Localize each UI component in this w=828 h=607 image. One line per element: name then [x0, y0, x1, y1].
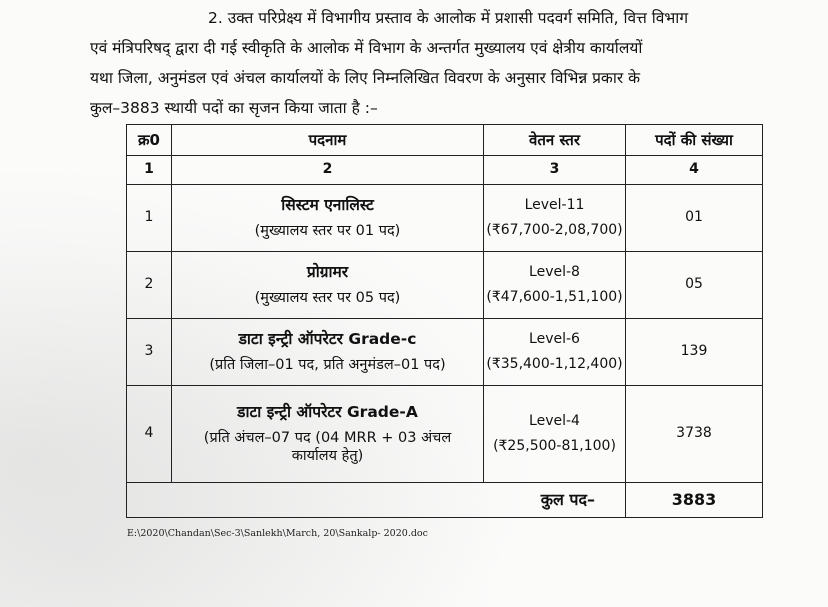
row-pay-cell: [484, 185, 626, 252]
pay-scale: (₹47,600-1,51,100): [486, 289, 623, 305]
posts-table: [126, 124, 763, 518]
column-number: 4: [626, 156, 763, 185]
header-pay-level: वेतन स्तर: [484, 125, 626, 156]
post-detail: (प्रति जिला–01 पद, प्रति अनुमंडल–01 पद): [209, 356, 446, 373]
intro-paragraph: [90, 3, 780, 123]
row-count: 3738: [626, 386, 763, 483]
paragraph-line: एवं मंत्रिपरिषद् द्वारा दी गई स्वीकृति के आलोक में विभाग के अन्तर्गत मुख्यालय एवं क्षेत्रीय कार्यालयों: [90, 39, 643, 57]
pay-level: Level-6: [529, 330, 580, 347]
row-pay-cell: [484, 252, 626, 319]
post-title: डाटा इन्ट्री ऑपरेटर Grade-A: [237, 403, 418, 422]
paragraph-line: यथा जिला, अनुमंडल एवं अंचल कार्यालयों के लिए निम्नलिखित विवरण के अनुसार विभिन्न प्रकार के: [90, 69, 641, 87]
row-pay-cell: [484, 319, 626, 386]
total-value: 3883: [626, 483, 763, 518]
post-detail: (प्रति अंचल–07 पद (04 MRR + 03 अंचल कार्यालय हेतु): [203, 429, 452, 464]
header-post-count: पदों की संख्या: [626, 125, 763, 156]
post-detail: (मुख्यालय स्तर पर 01 पद): [254, 222, 401, 239]
total-row: [127, 483, 763, 518]
post-title: डाटा इन्ट्री ऑपरेटर Grade-c: [238, 330, 417, 349]
column-number: 3: [484, 156, 626, 185]
column-number-row: [127, 156, 763, 185]
row-post-cell: [172, 185, 484, 252]
pay-level: Level-4: [529, 412, 580, 429]
table-row: [127, 319, 763, 386]
post-title: सिस्टम एनालिस्ट: [281, 196, 374, 215]
pay-level: Level-11: [524, 196, 585, 213]
column-number: 2: [172, 156, 484, 185]
pay-level: Level-8: [529, 263, 580, 280]
paragraph-line: 2. उक्त परिप्रेक्ष्य में विभागीय प्रस्ताव के आलोक में प्रशासी पदवर्ग समिति, वित्त विभाग: [208, 9, 689, 27]
file-path-footer: E:\2020\Chandan\Sec-3\Sanlekh\March, 20\Sankalp- 2020.doc: [127, 528, 428, 539]
pay-scale: (₹35,400-1,12,400): [486, 356, 623, 372]
pay-scale: (₹25,500-81,100): [493, 438, 616, 454]
row-serial: 4: [127, 386, 172, 483]
table-row: [127, 185, 763, 252]
header-post-name: पदनाम: [172, 125, 484, 156]
post-title: प्रोग्रामर: [306, 263, 349, 282]
row-serial: 2: [127, 252, 172, 319]
paragraph-line: कुल–3883 स्थायी पदों का सृजन किया जाता है :–: [90, 99, 378, 117]
post-detail: (मुख्यालय स्तर पर 05 पद): [254, 289, 401, 306]
row-count: 01: [626, 185, 763, 252]
row-count: 05: [626, 252, 763, 319]
header-serial: क्र0: [127, 125, 172, 156]
row-count: 139: [626, 319, 763, 386]
row-post-cell: [172, 386, 484, 483]
row-post-cell: [172, 252, 484, 319]
row-post-cell: [172, 319, 484, 386]
column-number: 1: [127, 156, 172, 185]
row-pay-cell: [484, 386, 626, 483]
pay-scale: (₹67,700-2,08,700): [486, 222, 623, 238]
table-row: [127, 252, 763, 319]
table-header-row: [127, 125, 763, 156]
row-serial: 3: [127, 319, 172, 386]
row-serial: 1: [127, 185, 172, 252]
total-label: कुल पद–: [127, 483, 626, 518]
table-row: [127, 386, 763, 483]
